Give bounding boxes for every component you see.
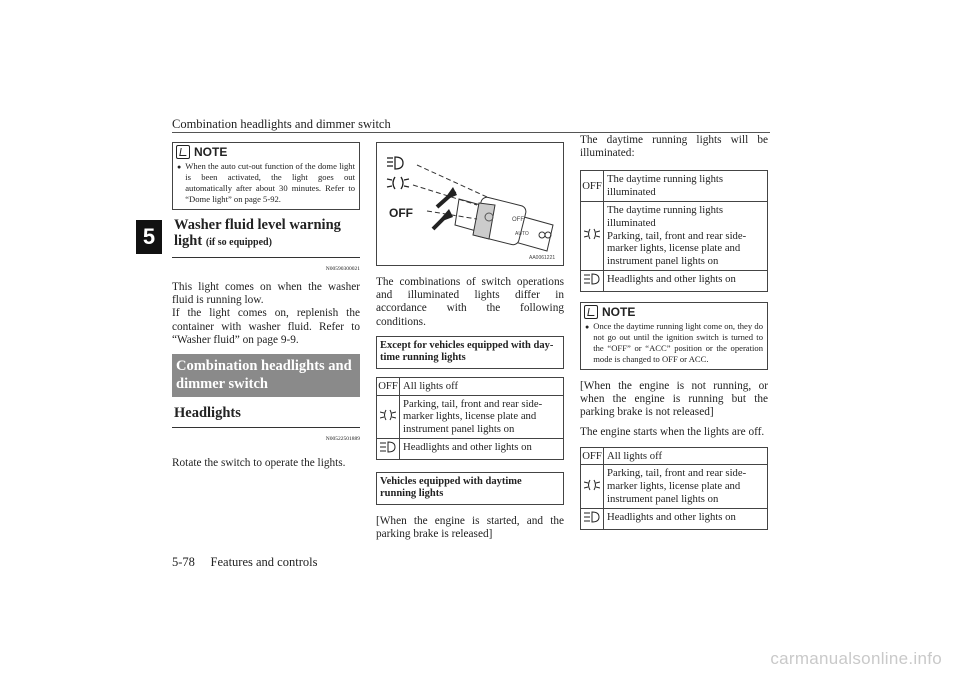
svg-text:OFF: OFF xyxy=(512,217,524,223)
section-heading: Combination headlights and dimmer switch xyxy=(172,354,360,397)
washer-fluid-heading xyxy=(172,210,360,258)
headlights-icon xyxy=(584,511,600,523)
parking-light-icon xyxy=(387,177,409,189)
column-2 xyxy=(376,142,564,548)
parking-lights-icon xyxy=(584,228,600,240)
off-cell: OFF xyxy=(377,377,400,395)
drl-table xyxy=(580,170,768,291)
note-label: NOTE xyxy=(194,145,228,159)
page-header-title: Combination headlights and dimmer switch xyxy=(172,117,391,131)
row-text: Headlights and other lights on xyxy=(604,270,768,291)
reference-code: N00522501889 xyxy=(325,436,360,443)
page-footer: 5-78 Features and controls xyxy=(172,555,318,569)
chapter-tab: 5 xyxy=(136,220,162,254)
svg-text:AUTO: AUTO xyxy=(515,231,529,237)
row-text: Headlights and other lights on xyxy=(604,508,768,529)
table-heading: Vehicles equipped with daytime running lights xyxy=(376,472,564,505)
table-row xyxy=(581,270,768,291)
parking-lights-icon xyxy=(584,479,600,491)
washer-fluid-heading-text: Washer fluid level warning light xyxy=(174,217,341,249)
washer-fluid-heading-note: (if so equipped) xyxy=(205,237,272,248)
table-row xyxy=(377,377,564,395)
table-row xyxy=(581,508,768,529)
table-row xyxy=(377,439,564,460)
row-text: Headlights and other lights on xyxy=(400,439,564,460)
condition-paragraph: [When the engine is not running, or when the engine is running but the parking brake is not released] xyxy=(580,379,768,419)
table-heading: Except for vehicles equipped with day-time running lights xyxy=(376,336,564,369)
drl-intro-paragraph: The daytime running lights will be illuminated: xyxy=(580,134,768,160)
header-rule xyxy=(172,132,770,133)
note-label: NOTE xyxy=(602,304,636,319)
note-icon xyxy=(584,305,598,319)
lights-table-3 xyxy=(580,447,768,530)
column-1 xyxy=(172,142,360,477)
watermark: carmanualsonline.info xyxy=(770,649,942,668)
condition-paragraph: [When the engine is started, and the parking brake is released] xyxy=(376,514,564,540)
note-box-drl xyxy=(580,302,768,370)
parking-lights-icon xyxy=(380,409,396,421)
headlights-heading: Headlights xyxy=(172,397,360,428)
table-row xyxy=(377,395,564,438)
note-box-dome-light xyxy=(172,142,360,210)
row-text: Parking, tail, front and rear side-marker lights, license plate and instrument panel lights on xyxy=(400,395,564,438)
headlights-paragraph: Rotate the switch to operate the lights. xyxy=(172,457,346,470)
bullet-icon: ● xyxy=(177,163,182,171)
switch-diagram xyxy=(377,143,563,265)
figure-code: AA0061221 xyxy=(529,255,556,261)
row-text: The daytime running lights illuminated xyxy=(604,171,768,202)
row-text: Parking, tail, front and rear side-marker lights, license plate and instrument panel lights on xyxy=(604,465,768,508)
row-text: All lights off xyxy=(604,447,768,465)
note-text: When the auto cut-out function of the dome light is been activated, the light goes out automatically after about 30 minutes. Refer to “Dome light” on page 5-92. xyxy=(185,161,355,204)
bullet-icon: ● xyxy=(585,322,590,331)
reference-code: N00590300021 xyxy=(325,266,360,272)
lights-table-1 xyxy=(376,377,564,460)
headlights-icon xyxy=(380,441,396,453)
switch-illustration xyxy=(376,142,564,266)
off-cell: OFF xyxy=(581,447,604,465)
washer-paragraph-1: This light comes on when the washer fluid is running low. xyxy=(172,281,360,307)
table-row xyxy=(581,202,768,271)
note-icon xyxy=(176,145,190,159)
row-text: All lights off xyxy=(400,377,564,395)
washer-paragraph-2: If the light comes on, replenish the container with washer fluid. Refer to “Washer fluid” on page 9-9. xyxy=(172,307,360,346)
off-label: OFF xyxy=(389,206,413,220)
note-text: Once the daytime running light come on, they do not go out until the ignition switch is turned to the “OFF” or “ACC” position or the operation mode is changed to OFF or ACC. xyxy=(593,320,763,364)
intro-paragraph: The combinations of switch operations and illuminated lights differ in accordance with the following conditions. xyxy=(376,276,564,328)
table-row xyxy=(581,447,768,465)
headlight-icon xyxy=(387,157,403,169)
table-row xyxy=(581,465,768,508)
row-text: The daytime running lights illuminated Parking, tail, front and rear side-marker lights, license plate and instrument panel lights on xyxy=(604,202,768,271)
headlights-icon xyxy=(584,273,600,285)
engine-starts-paragraph: The engine starts when the lights are off. xyxy=(580,426,765,439)
table-row xyxy=(581,171,768,202)
off-cell: OFF xyxy=(581,171,604,202)
column-3 xyxy=(580,134,768,530)
